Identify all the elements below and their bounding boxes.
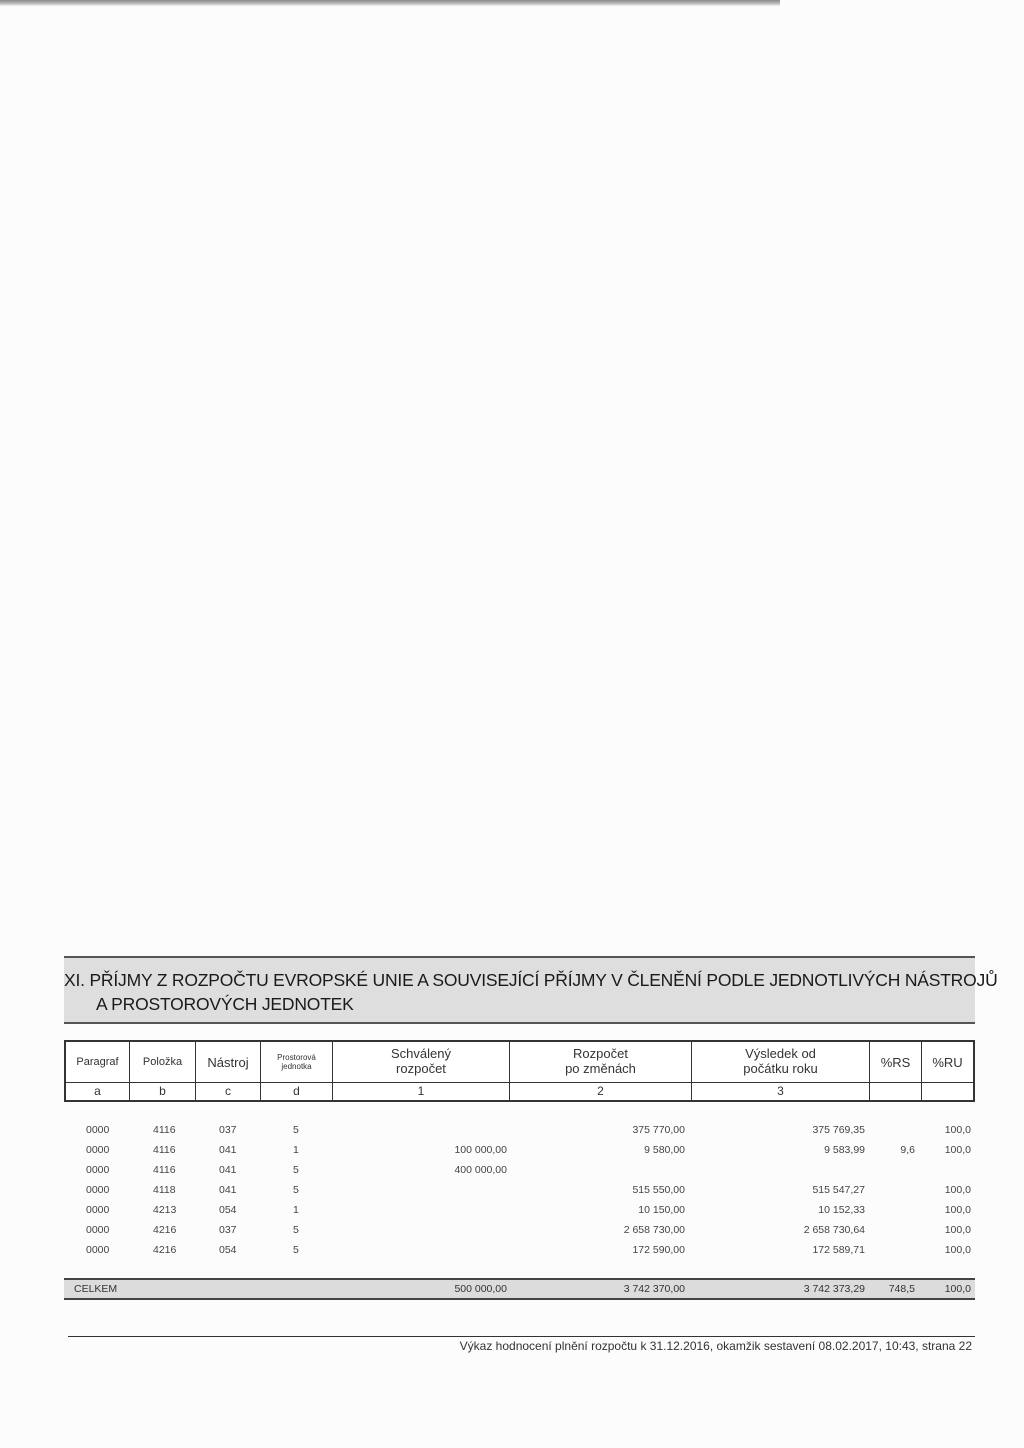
cell-jednotka: 5 xyxy=(293,1184,299,1196)
cell-polozka: 4116 xyxy=(153,1124,176,1136)
cell-polozka: 4213 xyxy=(153,1204,177,1216)
cell-ru: 100,0 xyxy=(944,1204,971,1216)
header-letter-b: b xyxy=(130,1082,196,1100)
cell-schvaleny: 400 000,00 xyxy=(454,1164,507,1176)
table-row xyxy=(64,1164,975,1180)
cell-nastroj: 037 xyxy=(219,1124,237,1136)
header-letter-2: 2 xyxy=(510,1082,692,1100)
cell-rs: 9,6 xyxy=(900,1144,915,1156)
header-rozpocet-line1: Rozpočet xyxy=(573,1046,628,1062)
cell-po-zmenach: 2 658 730,00 xyxy=(623,1224,685,1236)
cell-ru: 100,0 xyxy=(944,1224,971,1236)
header-rozpocet-line2: po změnách xyxy=(565,1061,636,1076)
cell-paragraf: 0000 xyxy=(86,1124,110,1136)
header-vysledek-line2: počátku roku xyxy=(743,1061,818,1076)
cell-jednotka: 1 xyxy=(293,1144,299,1156)
header-rozpocet-po-zmenach xyxy=(510,1042,692,1082)
cell-ru: 100,0 xyxy=(944,1144,971,1156)
cell-vysledek: 515 547,27 xyxy=(812,1184,865,1196)
cell-schvaleny: 100 000,00 xyxy=(454,1144,507,1156)
cell-nastroj: 037 xyxy=(219,1224,237,1236)
cell-paragraf: 0000 xyxy=(86,1224,110,1236)
cell-ru: 100,0 xyxy=(944,1184,971,1196)
cell-vysledek: 2 658 730,64 xyxy=(803,1224,865,1236)
cell-vysledek: 9 583,99 xyxy=(824,1144,865,1156)
header-letter-3: 3 xyxy=(692,1082,870,1100)
scan-edge xyxy=(0,0,780,6)
cell-nastroj: 054 xyxy=(219,1244,237,1256)
total-schvaleny: 500 000,00 xyxy=(454,1283,507,1295)
total-vysledek: 3 742 373,29 xyxy=(803,1283,865,1295)
cell-polozka: 4116 xyxy=(153,1164,176,1176)
cell-paragraf: 0000 xyxy=(86,1144,110,1156)
cell-po-zmenach: 9 580,00 xyxy=(644,1144,685,1156)
cell-polozka: 4216 xyxy=(153,1244,177,1256)
page-footer: Výkaz hodnocení plnění rozpočtu k 31.12.2016, okamžik sestavení 08.02.2017, 10:43, strana 22 xyxy=(459,1339,972,1353)
cell-polozka: 4216 xyxy=(153,1224,177,1236)
cell-nastroj: 041 xyxy=(219,1144,237,1156)
cell-vysledek: 375 769,35 xyxy=(812,1124,865,1136)
cell-vysledek: 10 152,33 xyxy=(818,1204,865,1216)
header-schvaleny-rozpocet xyxy=(333,1042,510,1082)
header-nastroj: Nástroj xyxy=(196,1042,261,1082)
total-label: CELKEM xyxy=(74,1283,118,1295)
cell-paragraf: 0000 xyxy=(86,1184,110,1196)
cell-vysledek: 172 589,71 xyxy=(812,1244,865,1256)
header-paragraf: Paragraf xyxy=(66,1042,130,1082)
header-vysledek-line1: Výsledek od xyxy=(745,1046,816,1062)
header-vysledek-od-pocatku-roku xyxy=(692,1042,870,1082)
cell-po-zmenach: 172 590,00 xyxy=(632,1244,685,1256)
cell-jednotka: 5 xyxy=(293,1224,299,1236)
header-prostorova-line1: Prostorová xyxy=(277,1052,316,1062)
cell-paragraf: 0000 xyxy=(86,1204,110,1216)
header-rs: %RS xyxy=(870,1042,922,1082)
table-row xyxy=(64,1184,975,1200)
cell-jednotka: 1 xyxy=(293,1204,299,1216)
total-ru: 100,0 xyxy=(944,1283,971,1295)
header-ru: %RU xyxy=(932,1054,963,1070)
cell-nastroj: 041 xyxy=(219,1164,237,1176)
section-title-line2: A PROSTOROVÝCH JEDNOTEK xyxy=(96,994,354,1014)
header-letter-d: d xyxy=(261,1082,333,1100)
cell-po-zmenach: 375 770,00 xyxy=(632,1124,685,1136)
header-prostorova-jednotka xyxy=(261,1042,333,1082)
header-prostorova-line2: jednotka xyxy=(281,1062,312,1071)
header-letter-rs-empty xyxy=(870,1082,922,1100)
table-row xyxy=(64,1244,975,1260)
cell-ru: 100,0 xyxy=(944,1244,971,1256)
cell-polozka: 4118 xyxy=(153,1184,176,1196)
total-row xyxy=(64,1278,975,1300)
footer-divider xyxy=(68,1336,975,1337)
cell-nastroj: 054 xyxy=(219,1204,237,1216)
cell-paragraf: 0000 xyxy=(86,1244,110,1256)
table-row xyxy=(64,1204,975,1220)
cell-po-zmenach: 10 150,00 xyxy=(638,1204,685,1216)
cell-paragraf: 0000 xyxy=(86,1164,110,1176)
header-letter-1: 1 xyxy=(333,1082,510,1100)
table-row xyxy=(64,1144,975,1160)
cell-jednotka: 5 xyxy=(293,1244,299,1256)
header-letter-c: c xyxy=(196,1082,261,1100)
table-row xyxy=(64,1124,975,1140)
cell-nastroj: 041 xyxy=(219,1184,237,1196)
header-letter-a: a xyxy=(66,1082,130,1100)
table-header xyxy=(64,1040,975,1102)
header-schvaleny-line2: rozpočet xyxy=(396,1061,446,1076)
total-rs: 748,5 xyxy=(888,1283,915,1295)
section-heading xyxy=(64,956,998,1024)
cell-polozka: 4116 xyxy=(153,1144,176,1156)
total-po-zmenach: 3 742 370,00 xyxy=(623,1283,685,1295)
header-polozka: Položka xyxy=(130,1042,196,1082)
cell-jednotka: 5 xyxy=(293,1164,299,1176)
header-schvaleny-line1: Schválený xyxy=(391,1046,451,1062)
cell-ru: 100,0 xyxy=(944,1124,971,1136)
section-title-line1: XI. PŘÍJMY Z ROZPOČTU EVROPSKÉ UNIE A SOUVISEJÍCÍ PŘÍJMY V ČLENĚNÍ PODLE JEDNOTLIVÝCH NÁSTROJŮ xyxy=(64,970,998,990)
table-row xyxy=(64,1224,975,1240)
cell-po-zmenach: 515 550,00 xyxy=(632,1184,685,1196)
cell-jednotka: 5 xyxy=(293,1124,299,1136)
header-letter-ru-empty xyxy=(922,1082,973,1100)
